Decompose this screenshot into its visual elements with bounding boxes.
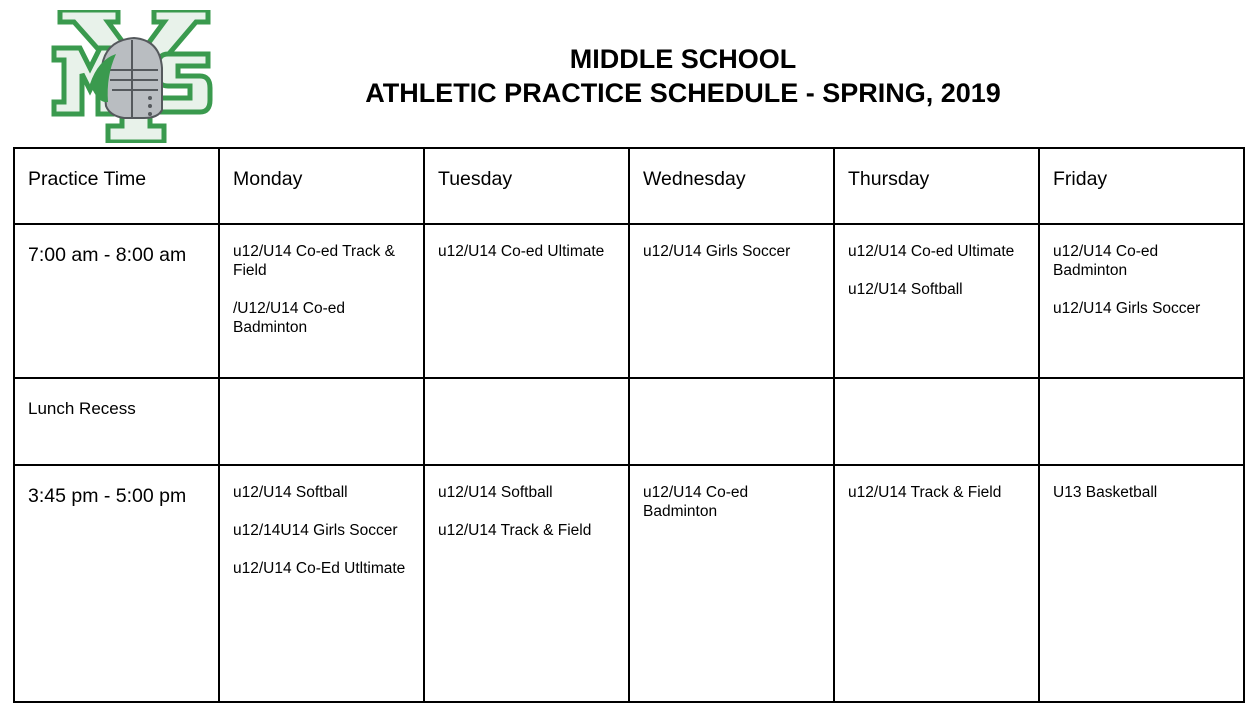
cell-wednesday-afternoon [629, 465, 834, 702]
school-logo [40, 10, 232, 143]
table-row-afternoon [14, 465, 1244, 702]
schedule-entry: u12/U14 Co-ed Badminton [643, 484, 749, 520]
header-friday: Friday [1039, 148, 1244, 224]
cell-tuesday-lunch [424, 378, 629, 465]
cell-thursday-afternoon [834, 465, 1039, 702]
cell-friday-lunch [1039, 378, 1244, 465]
row-time-label: 3:45 pm - 5:00 pm [14, 465, 219, 702]
row-time-label: 7:00 am - 8:00 am [14, 224, 219, 378]
header-thursday: Thursday [834, 148, 1039, 224]
schedule-entry: u12/U14 Track & Field [848, 484, 1002, 501]
header-monday: Monday [219, 148, 424, 224]
knight-helmet-logo-icon [40, 10, 232, 143]
table-row-morning [14, 224, 1244, 378]
schedule-entry: u12/U14 Co-ed Badminton [1053, 243, 1159, 279]
cell-monday-lunch [219, 378, 424, 465]
header-wednesday: Wednesday [629, 148, 834, 224]
cell-thursday-lunch [834, 378, 1039, 465]
header-practice-time: Practice Time [14, 148, 219, 224]
cell-wednesday-morning [629, 224, 834, 378]
table-row-lunch [14, 378, 1244, 465]
cell-monday-afternoon [219, 465, 424, 702]
practice-schedule-table [13, 147, 1245, 703]
schedule-entry: u12/U14 Softball [233, 484, 348, 501]
schedule-entry: u12/U14 Softball [848, 281, 963, 298]
header-tuesday: Tuesday [424, 148, 629, 224]
schedule-entry: u12/U14 Co-Ed Utltimate [233, 560, 406, 577]
schedule-entry: u12/U14 Track & Field [438, 522, 592, 539]
title-line-1: MIDDLE SCHOOL [569, 44, 797, 74]
cell-friday-morning [1039, 224, 1244, 378]
cell-wednesday-lunch [629, 378, 834, 465]
schedule-entry: u12/U14 Softball [438, 484, 553, 501]
cell-friday-afternoon [1039, 465, 1244, 702]
cell-monday-morning [219, 224, 424, 378]
entry-text: /U12/U14 Co-ed Badminton [233, 300, 346, 336]
schedule-entry: u12/U14 Girls Soccer [1053, 300, 1201, 317]
schedule-entry: U13 Basketball [1053, 484, 1158, 501]
schedule-entry [233, 299, 411, 337]
cell-tuesday-morning [424, 224, 629, 378]
schedule-entry: u12/U14 Co-ed Track & Field [233, 243, 395, 279]
cell-thursday-morning [834, 224, 1039, 378]
schedule-entry: u12/14U14 Girls Soccer [233, 522, 398, 539]
cell-tuesday-afternoon [424, 465, 629, 702]
header-row [14, 148, 1244, 224]
row-time-label: Lunch Recess [14, 378, 219, 465]
title-line-2: ATHLETIC PRACTICE SCHEDULE - SPRING, 2019 [365, 78, 1001, 108]
page-title [283, 42, 1083, 110]
schedule-entry: u12/U14 Girls Soccer [643, 243, 791, 260]
schedule-entry: u12/U14 Co-ed Ultimate [848, 243, 1015, 260]
schedule-entry: u12/U14 Co-ed Ultimate [438, 243, 605, 260]
